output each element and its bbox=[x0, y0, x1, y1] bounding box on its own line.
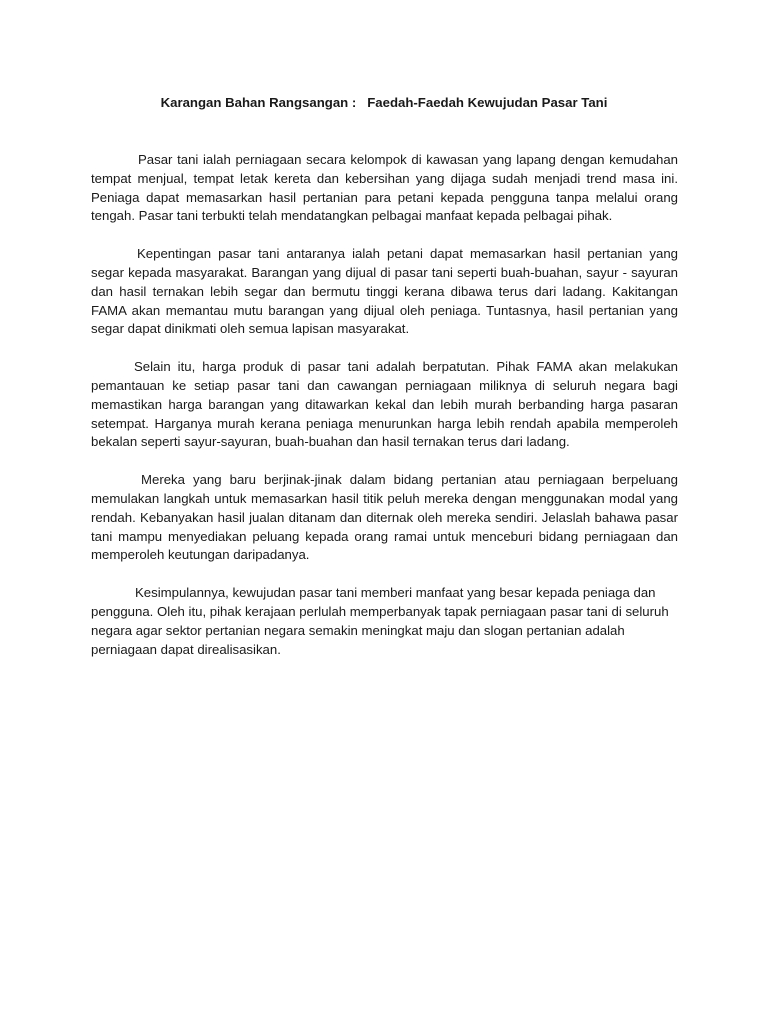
paragraph-business-opportunity: Mereka yang baru berjinak-jinak dalam bidang pertanian atau perniagaan berpeluang memulakan langkah untuk memasarkan hasil titik peluh mereka dengan menggunakan modal yang rendah. Kebanyakan hasil jualan ditanam dan diternak oleh mereka sendiri. Jelaslah bahawa pasar tani mampu menyediakan peluang kepada orang ramai untuk menceburi bidang perniagaan dan memperoleh keutungan daripadanya. bbox=[91, 472, 678, 563]
paragraph-introduction: Pasar tani ialah perniagaan secara kelompok di kawasan yang lapang dengan kemudahan tempat menjual, tempat letak kereta dan kebersihan yang dijaga sudah menjadi trend masa ini. Peniaga dapat memasarkan hasil pertanian para petani kepada pengguna tanpa melalui orang tengah. Pasar tani terbukti telah mendatangkan pelbagai manfaat kepada pelbagai pihak. bbox=[91, 152, 678, 224]
paragraph-reasonable-price: Selain itu, harga produk di pasar tani adalah berpatutan. Pihak FAMA akan melakukan pemantauan ke setiap pasar tani dan cawangan perniagaan miliknya di seluruh negara bagi memastikan harga barangan yang ditawarkan kekal dan lebih murah berbanding harga pasaran setempat. Harganya murah kerana peniaga menurunkan harga lebih rendah apabila memperoleh bekalan seperti sayur-sayuran, buah-buahan dan hasil ternakan terus dari ladang. bbox=[91, 359, 678, 450]
paragraph-conclusion: Kesimpulannya, kewujudan pasar tani memberi manfaat yang besar kepada peniaga dan pengguna. Oleh itu, pihak kerajaan perlulah memperbanyak tapak perniagaan pasar tani di seluruh negara agar sektor pertanian negara semakin meningkat maju dan slogan pertanian adalah perniagaan dapat direalisasikan. bbox=[91, 585, 669, 657]
paragraph-fresh-produce: Kepentingan pasar tani antaranya ialah petani dapat memasarkan hasil pertanian yang segar kepada masyarakat. Barangan yang dijual di pasar tani seperti buah-buahan, sayur - sayuran dan hasil ternakan lebih segar dan bermutu tinggi kerana dibawa terus dari ladang. Kakitangan FAMA akan memantau mutu barangan yang dijual oleh peniaga. Tuntasnya, hasil pertanian yang segar dapat dinikmati oleh semua lapisan masyarakat. bbox=[91, 246, 678, 337]
document-title: Karangan Bahan Rangsangan : Faedah-Faedah Kewujudan Pasar Tani bbox=[160, 95, 608, 110]
document-body bbox=[91, 151, 678, 678]
